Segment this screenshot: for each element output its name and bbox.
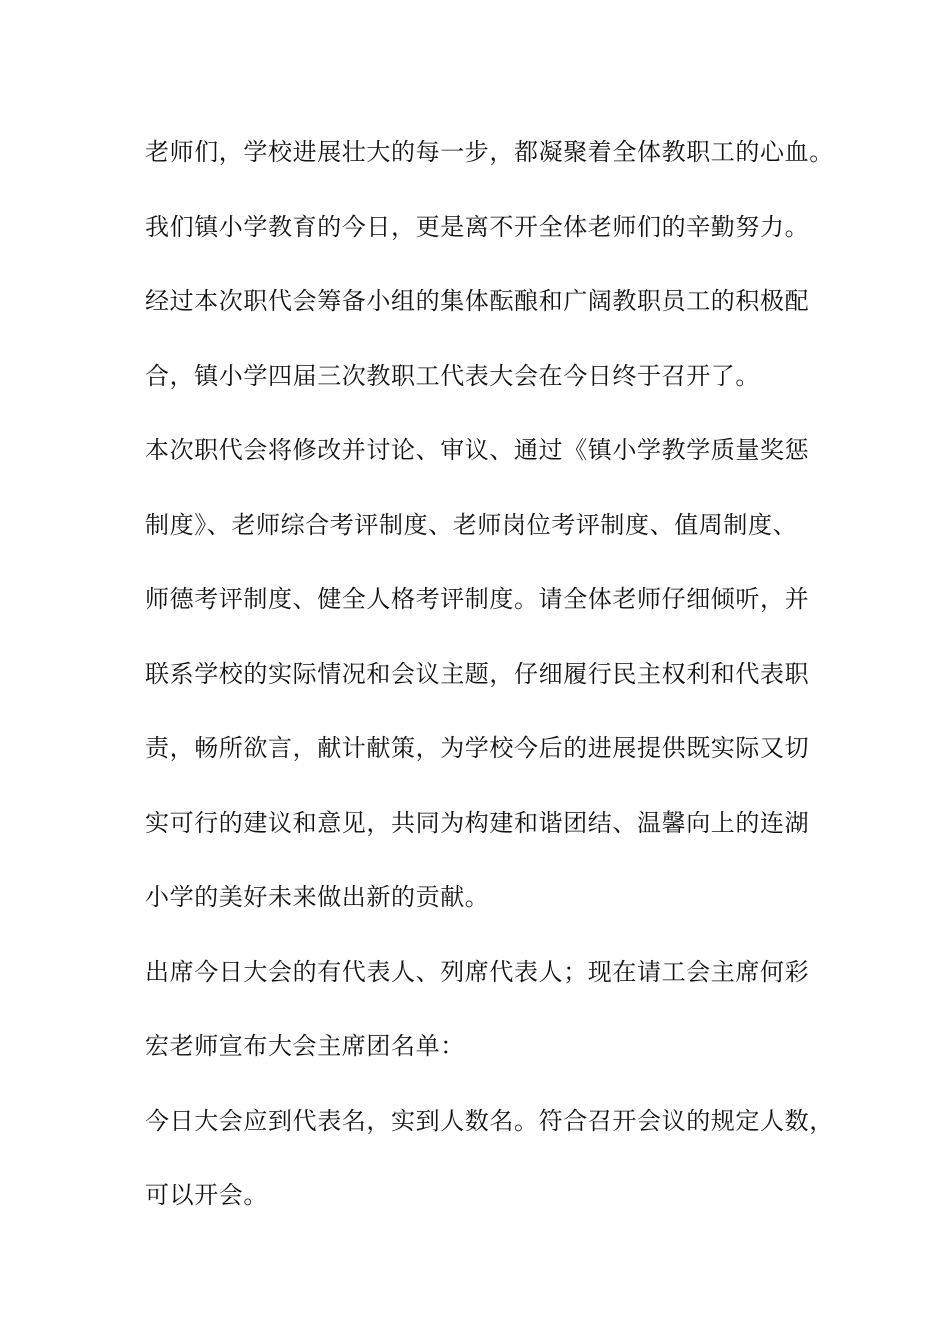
document-body [145,128,834,1246]
text-line: 老师们，学校进展壮大的每一步，都凝聚着全体教职工的心血。 [145,138,834,166]
text-line: 今日大会应到代表名，实到人数名。符合召开会议的规定人数， [145,1106,834,1135]
text-line: 可以开会。 [145,1181,268,1209]
text-line: 制度》、老师综合考评制度、老师岗位考评制度、值周制度、 [145,510,798,539]
text-line: 实可行的建议和意见，共同为构建和谐团结、温馨向上的连湖 [145,808,810,837]
text-line: 合，镇小学四届三次教职工代表大会在今日终于召开了。 [145,361,760,390]
text-line: 本次职代会将修改并讨论、审议、通过《镇小学教学质量奖惩 [145,436,810,464]
text-line: 出席今日大会的有代表人、列席代表人；现在请工会主席何彩 [145,957,810,986]
text-line: 我们镇小学教育的今日，更是离不开全体老师们的辛勤努力。 [145,212,810,241]
text-line: 宏老师宣布大会主席团名单： [145,1032,465,1060]
text-line: 联系学校的实际情况和会议主题，仔细履行民主权利和代表职 [145,659,810,688]
text-line: 经过本次职代会筹备小组的集体酝酿和广阔教职员工的积极配 [145,287,810,315]
text-line: 责，畅所欲言，献计献策，为学校今后的进展提供既实际又切 [145,734,810,762]
text-line: 师德考评制度、健全人格考评制度。请全体老师仔细倾听，并 [145,585,810,613]
text-line: 小学的美好未来做出新的贡献。 [145,883,490,911]
